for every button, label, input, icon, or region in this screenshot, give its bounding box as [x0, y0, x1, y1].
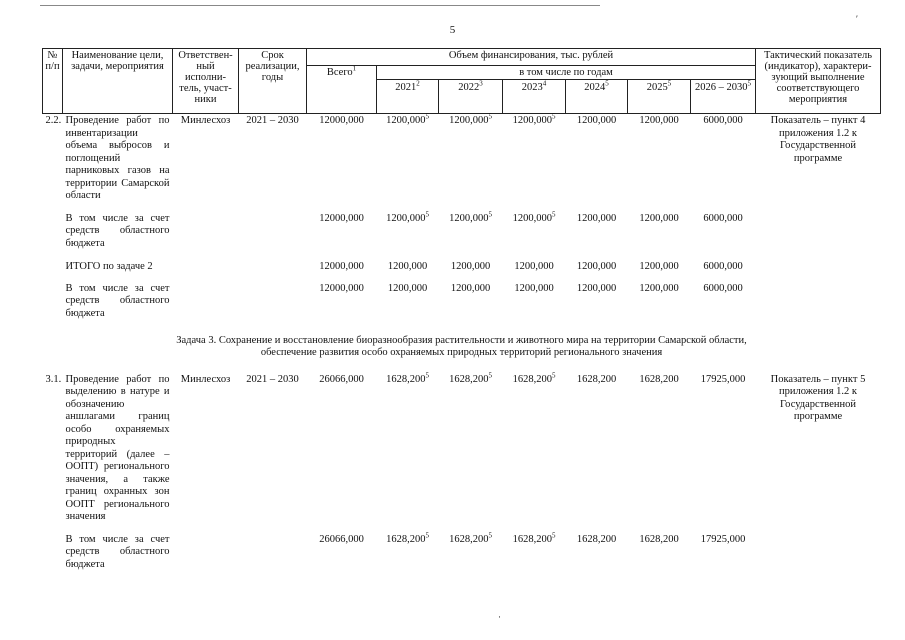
- row-executor: Минлесхоз: [180, 373, 231, 385]
- row-indicator: [756, 534, 881, 572]
- row-2025: 1628,200: [639, 533, 679, 545]
- task-3-heading-line-1: Задача 3. Сохранение и восстановление биоразнообразия растительности и животного мира на территории Самарской области,: [176, 334, 747, 346]
- row-name: Проведение работ по выделению в натуре и обозначению аншлагами границ особо охраняемых природных территорий (далее – ООПТ) регионального значения, а также границ охранных зон ООПТ регионального значения: [65, 373, 170, 522]
- row-2022: 1628,200$^5$: [449, 371, 492, 385]
- page-number: 5: [449, 24, 456, 36]
- row-2022: 1628,200$^5$: [449, 531, 492, 545]
- header-executor: Ответствен-ный исполни-тель, участ-ники: [173, 49, 239, 114]
- row-2021: 1200,000: [387, 260, 428, 272]
- row-number: 3.1.: [45, 373, 62, 385]
- table-row: [43, 534, 881, 572]
- header-term: Срок реализации, годы: [239, 49, 307, 114]
- row-2026-2030: 6000,000: [703, 212, 743, 224]
- row-2025: 1200,000: [628, 114, 691, 203]
- header-total: Всего$^1$: [307, 66, 377, 114]
- row-2023: 1200,000: [514, 282, 554, 294]
- table-row: [43, 261, 881, 275]
- row-2022: 1200,000: [450, 282, 491, 294]
- row-total: 12000,000: [307, 114, 377, 203]
- row-2026-2030: 17925,000: [700, 373, 746, 385]
- row-2024: 1200,000: [576, 260, 617, 272]
- row-2021: 1628,200$^5$: [386, 371, 429, 385]
- table-row: [43, 283, 881, 321]
- header-indicator: Тактический показатель (индикатор), характери-зующий выполнение соответствующего мероприятия: [756, 49, 881, 114]
- task-3-heading: [43, 335, 881, 360]
- row-total: 12000,000: [319, 260, 364, 272]
- row-number: 2.2.: [43, 114, 63, 203]
- task-heading-row: [43, 335, 881, 360]
- row-number: [43, 534, 63, 572]
- row-term: [239, 261, 307, 275]
- row-2026-2030: 6000,000: [703, 282, 743, 294]
- row-name: В том числе за счет средств областного бюджета: [65, 212, 170, 249]
- row-indicator: [756, 283, 881, 321]
- header-year-2026-2030: 2026 – 2030$^5$: [691, 80, 756, 114]
- row-executor: [173, 261, 239, 275]
- row-2025: 1200,000: [639, 260, 679, 272]
- financing-table: [42, 48, 881, 572]
- row-2023: 1628,200$^5$: [512, 531, 556, 545]
- row-term: [239, 213, 307, 251]
- row-2025: 1200,000: [639, 212, 679, 224]
- row-2023: 1628,200$^5$: [512, 371, 556, 385]
- row-2023: 1200,000: [514, 260, 554, 272]
- header-year-2024: 2024$^5$: [566, 80, 628, 114]
- row-indicator: [756, 213, 881, 251]
- row-2022: 1200,000: [450, 260, 491, 272]
- row-indicator: Показатель – пункт 4 приложения 1.2 к Государственной программе: [756, 114, 881, 203]
- row-2026-2030: 17925,000: [700, 533, 746, 545]
- header-name: Наименование цели, задачи, мероприятия: [63, 49, 173, 114]
- row-executor: [173, 213, 239, 251]
- row-total: 12000,000: [319, 282, 364, 294]
- row-2026-2030: 6000,000: [703, 260, 743, 272]
- row-term: [239, 534, 307, 572]
- row-2024: 1200,000: [566, 114, 628, 203]
- row-2022: 1200,000$^5$: [449, 210, 492, 224]
- row-2023: 1200,000$^5$: [503, 114, 566, 203]
- row-2024: 1628,200: [576, 533, 617, 545]
- row-2025: 1200,000: [639, 282, 679, 294]
- row-2021: 1200,000$^5$: [377, 114, 439, 203]
- row-2026-2030: 6000,000: [691, 114, 756, 203]
- header-year-2022: 2022$^3$: [439, 80, 503, 114]
- row-number: [43, 261, 63, 275]
- row-2024: 1628,200: [576, 373, 617, 385]
- row-executor: Минлесхоз: [173, 114, 239, 203]
- task-3-heading-line-2: обеспечение развития особо охраняемых природных территорий регионального значения: [260, 347, 663, 358]
- header-year-2021: 2021$^2$: [377, 80, 439, 114]
- row-2025: 1628,200: [639, 373, 679, 385]
- header-years-group: в том числе по годам: [377, 66, 756, 80]
- header-year-2025: 2025$^5$: [628, 80, 691, 114]
- row-term: 2021 – 2030: [239, 114, 307, 203]
- table-row: [43, 114, 881, 203]
- row-term: 2021 – 2030: [246, 373, 299, 385]
- row-number: [43, 213, 63, 251]
- scan-corner-mark: ′: [856, 14, 858, 24]
- row-name: Проведение работ по инвентаризации объема выбросов и поглощений парниковых газов на территории Самарской области: [63, 114, 173, 203]
- row-2022: 1200,000$^5$: [439, 114, 503, 203]
- table-row: [43, 374, 881, 524]
- header-number: № п/п: [43, 49, 63, 114]
- row-total: 26066,000: [319, 373, 364, 385]
- row-2021: 1200,000: [387, 282, 428, 294]
- row-number: [43, 283, 63, 321]
- scan-bottom-mark: ·: [498, 612, 501, 622]
- scan-top-edge: [40, 5, 600, 6]
- row-executor: [173, 534, 239, 572]
- row-total: 12000,000: [319, 212, 364, 224]
- header-year-2023: 2023$^4$: [503, 80, 566, 114]
- row-2024: 1200,000: [576, 282, 617, 294]
- row-name: ИТОГО по задаче 2: [65, 260, 153, 272]
- row-2024: 1200,000: [576, 212, 617, 224]
- row-name: В том числе за счет средств областного бюджета: [65, 282, 170, 319]
- row-2021: 1200,000$^5$: [386, 210, 429, 224]
- row-executor: [173, 283, 239, 321]
- row-total: 26066,000: [319, 533, 364, 545]
- header-financing: Объем финансирования, тыс. рублей: [307, 49, 756, 66]
- row-indicator: Показатель – пункт 5 приложения 1.2 к Государственной программе: [770, 373, 866, 422]
- row-2021: 1628,200$^5$: [386, 531, 429, 545]
- row-term: [239, 283, 307, 321]
- row-2023: 1200,000$^5$: [512, 210, 556, 224]
- row-indicator: [756, 261, 881, 275]
- table-row: [43, 213, 881, 251]
- row-name: В том числе за счет средств областного бюджета: [65, 533, 170, 570]
